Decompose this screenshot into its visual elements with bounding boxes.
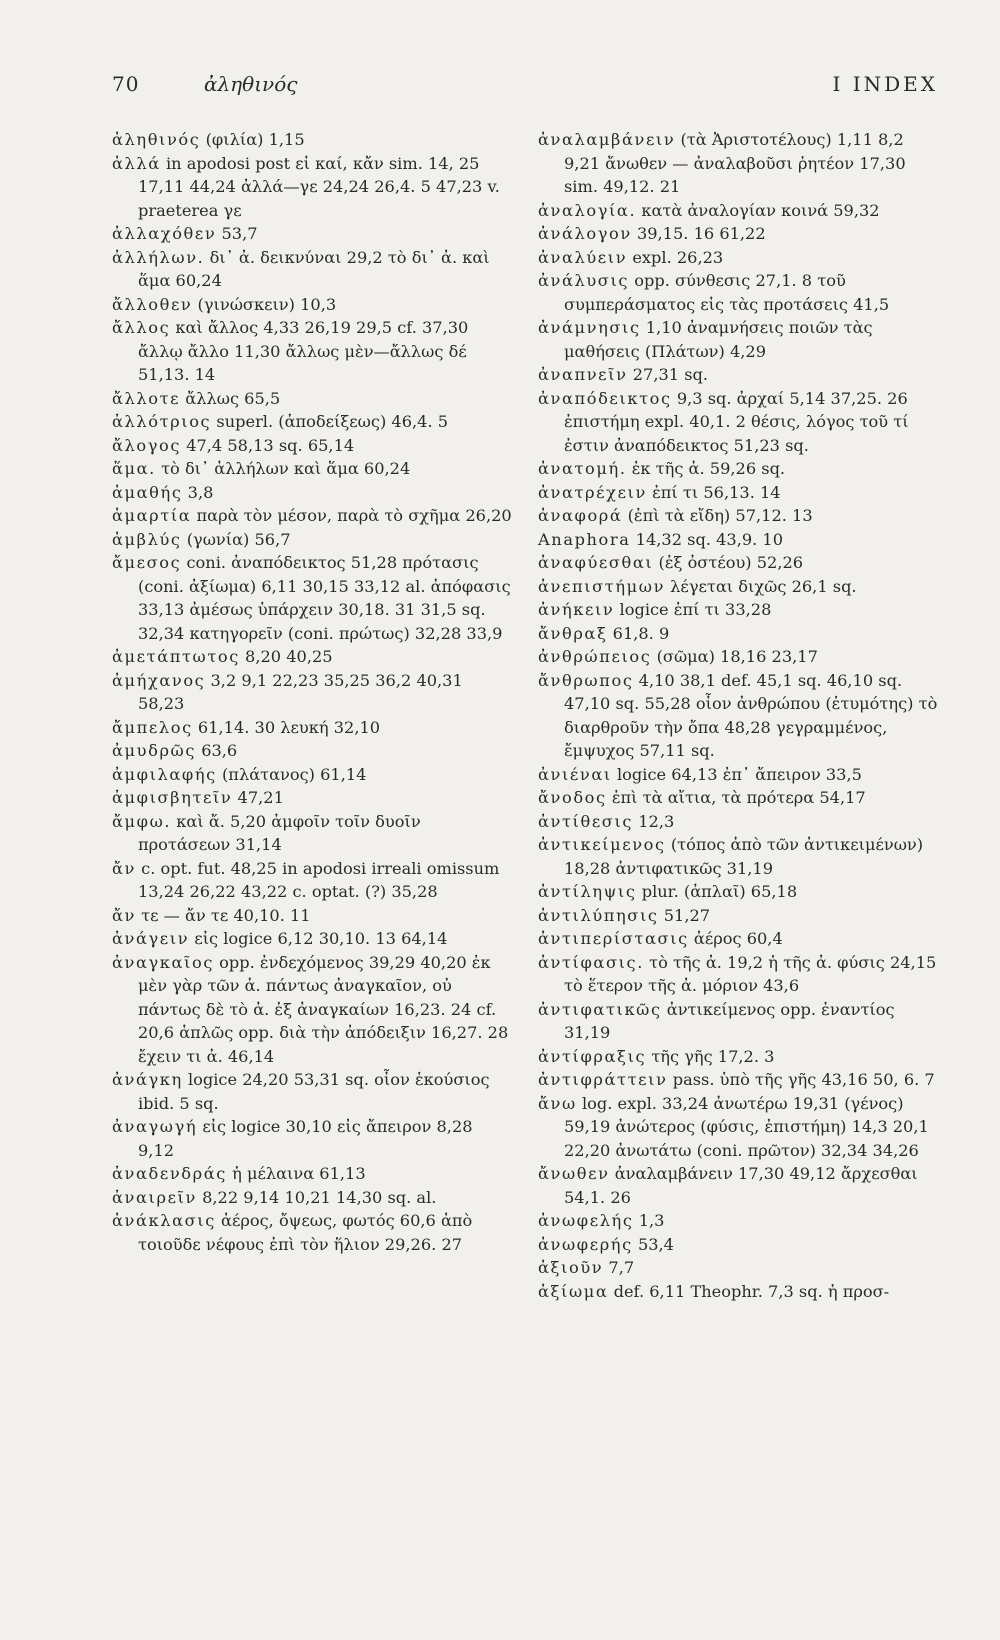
index-references: τε — ἄν τε 40,10. 11 [141, 905, 311, 925]
running-header [112, 72, 938, 112]
index-headword: ἀναγωγή [112, 1117, 198, 1136]
index-entry [112, 739, 512, 763]
index-references: superl. (ἀποδείξεως) 46,4. 5 [216, 412, 449, 431]
index-entry [538, 1045, 938, 1069]
right-column [538, 128, 938, 1303]
index-headword: ἅμα. [112, 459, 156, 478]
index-entry [112, 246, 512, 293]
index-entry [538, 246, 938, 270]
index-headword: ἄλογος [112, 435, 182, 455]
index-references: (σῶμα) 18,16 23,17 [656, 647, 818, 666]
index-headword: ἀναδενδράς [112, 1164, 227, 1183]
index-entry [538, 128, 938, 199]
index-headword: ἀναπνεῖν [538, 365, 628, 384]
index-references: (γωνία) 56,7 [186, 529, 291, 549]
index-entry [538, 387, 938, 458]
index-references: 53,4 [637, 1234, 674, 1254]
index-references: 7,7 [608, 1258, 635, 1277]
index-entry [538, 457, 938, 481]
index-headword: ἄμεσος [112, 553, 182, 572]
index-headword: ἀνατομή. [538, 459, 627, 478]
index-entry [538, 222, 938, 246]
index-headword: ἀντιπερίστασις [538, 929, 689, 948]
index-entry [538, 598, 938, 622]
index-references: 1,3 [638, 1211, 665, 1230]
index-entry [538, 575, 938, 599]
index-references: logice ἐπί τι 33,28 [619, 600, 772, 619]
index-headword: ἀξίωμα [538, 1281, 609, 1301]
index-headword: ἀνιέναι [538, 764, 612, 784]
index-entry [112, 927, 512, 951]
index-entry [538, 669, 938, 763]
index-references: εἰς logice 6,12 30,10. 13 64,14 [194, 929, 448, 948]
index-entry [112, 857, 512, 904]
index-headword: ἀνήκειν [538, 600, 615, 619]
index-entry [538, 998, 938, 1045]
index-headword: ἀναφύεσθαι [538, 553, 654, 572]
index-headword: ἀνάγειν [112, 929, 190, 948]
index-entry [538, 316, 938, 363]
index-headword: ἀμυδρῶς [112, 741, 197, 760]
index-headword: ἀναπόδεικτος [538, 388, 672, 408]
index-references: opp. σύνθεσις 27,1. 8 τοῦ συμπεράσματος εἰς τὰς προτάσεις 41,5 [564, 271, 890, 314]
index-headword: ἄλλος [112, 318, 171, 337]
index-entry [538, 763, 938, 787]
index-headword: ἄνθρωπος [538, 670, 634, 690]
index-entry [538, 1209, 938, 1233]
index-entry [112, 457, 512, 481]
index-references: 39,15. 16 61,22 [636, 224, 766, 243]
index-references: 27,31 sq. [632, 365, 709, 384]
index-headword: ἀντίληψις [538, 882, 637, 901]
index-headword: ἀντικείμενος [538, 835, 666, 854]
index-references: 47,21 [237, 788, 284, 807]
index-headword: Anaphora [538, 529, 631, 549]
index-references: opp. ἐνδεχόμενος 39,29 40,20 ἐκ μὲν γὰρ τῶν ἀ. πάντως ἀναγκαῖον, οὐ πάντως δὲ τὸ ἀ. ἐξ ἀναγκαίων 16,23. 24 cf. 20,6 ἁπλῶς opp. διὰ τὴν ἀπόδειξιν 16,27. 28 ἔχειν τι ἀ. 46,14 [138, 952, 509, 1066]
index-references: 9,3 sq. ἀρχαί 5,14 37,25. 26 ἐπιστήμη expl. 40,1. 2 θέσις, λόγος τοῦ τί ἐστιν ἀναπόδεικτος 51,23 sq. [564, 388, 909, 455]
index-entry [538, 1092, 938, 1163]
index-references: καὶ ἄλλος 4,33 26,19 29,5 cf. 37,30 ἄλλῳ ἄλλο 11,30 ἄλλως μὲν—ἄλλως δέ 51,13. 14 [138, 318, 469, 384]
index-references: 14,32 sq. 43,9. 10 [635, 529, 784, 549]
index-headword: ἄνοδος [538, 788, 607, 807]
index-entry [538, 904, 938, 928]
index-references: τῆς γῆς 17,2. 3 [651, 1046, 775, 1066]
index-headword: ἀμφισβητεῖν [112, 788, 233, 807]
index-entry [112, 528, 512, 552]
index-references: ἡ μέλαινα 61,13 [232, 1164, 366, 1183]
index-headword: ἀληθινός [112, 130, 201, 149]
index-references: ἐπί τι 56,13. 14 [652, 482, 781, 502]
index-headword: ἀλλήλων. [112, 247, 205, 267]
index-headword: ἄν [112, 858, 136, 878]
index-headword: ἀντιφράττειν [538, 1070, 668, 1089]
index-references: εἰς logice 30,10 εἰς ἄπειρον 8,28 9,12 [138, 1117, 473, 1160]
index-references: plur. (ἁπλαῖ) 65,18 [641, 882, 798, 901]
index-headword: ἄμφω. [112, 811, 172, 831]
index-entry [538, 528, 938, 552]
index-references: (πλάτανος) 61,14 [221, 764, 367, 784]
index-references: 63,6 [201, 741, 238, 760]
index-entry [112, 763, 512, 787]
index-headword: ἀναλαμβάνειν [538, 130, 676, 149]
index-entry [112, 222, 512, 246]
index-entry [112, 504, 512, 528]
index-references: 8,20 40,25 [245, 647, 333, 666]
index-headword: ἀναφορά [538, 506, 623, 525]
index-headword: ἀντίφραξις [538, 1046, 647, 1066]
index-entry [112, 1186, 512, 1210]
index-entry [112, 293, 512, 317]
index-references: ἀέρος, ὄψεως, φωτός 60,6 ἀπὸ τοιοῦδε νέφους ἐπὶ τὸν ἥλιον 29,26. 27 [138, 1211, 473, 1254]
index-references: 12,3 [638, 811, 675, 831]
index-references: (ἐπὶ τὰ εἴδη) 57,12. 13 [627, 506, 813, 525]
index-entry [112, 316, 512, 387]
index-headword: ἀνατρέχειν [538, 482, 647, 502]
index-references: κατὰ ἀναλογίαν κοινά 59,32 [641, 200, 880, 220]
index-headword: ἄνθραξ [538, 623, 608, 643]
page-number: 70 [112, 72, 140, 96]
index-headword: ἀμετάπτωτος [112, 647, 240, 666]
index-headword: ἀνάμνησις [538, 318, 641, 337]
index-headword: ἀλλότριος [112, 412, 212, 431]
index-references: ἀναλαμβάνειν 17,30 49,12 ἄρχεσθαι 54,1. 26 [564, 1164, 918, 1207]
index-references: 53,7 [221, 224, 258, 243]
index-references: def. 6,11 Theophr. 7,3 sq. ἡ προσ- [613, 1281, 890, 1301]
index-entry [112, 128, 512, 152]
index-entry [112, 1068, 512, 1115]
index-entry [112, 904, 512, 928]
index-entry [538, 504, 938, 528]
index-headword: ἀντιλύπησις [538, 905, 659, 925]
index-references: 3,2 9,1 22,23 35,25 36,2 40,31 58,23 [138, 670, 463, 713]
index-entry [538, 786, 938, 810]
index-entry [112, 551, 512, 645]
index-headword: ἀξιοῦν [538, 1258, 604, 1277]
index-entry [112, 645, 512, 669]
index-headword: ἄν [112, 905, 136, 925]
index-entry [538, 622, 938, 646]
index-entry [112, 410, 512, 434]
index-entry [538, 199, 938, 223]
index-references: (τὰ Ἀριστοτέλους) 1,11 8,2 9,21 ἄνωθεν — ἀναλαβοῦσι ῥητέον 17,30 sim. 49,12. 21 [564, 130, 906, 196]
index-headword: ἀλλαχόθεν [112, 224, 217, 243]
index-references: 3,8 [187, 482, 214, 502]
index-entry [112, 810, 512, 857]
index-entry [538, 269, 938, 316]
index-references: (φιλία) 1,15 [205, 130, 305, 149]
index-references: (ἐξ ὀστέου) 52,26 [658, 553, 804, 572]
index-entry [112, 1162, 512, 1186]
index-headword: ἄλλοθεν [112, 294, 193, 314]
index-entry [538, 551, 938, 575]
index-headword: ἀνθρώπειος [538, 647, 652, 666]
index-entry [538, 951, 938, 998]
index-references: παρὰ τὸν μέσον, παρὰ τὸ σχῆμα 26,20 [196, 506, 512, 525]
index-headword: ἀνάλογον [538, 224, 632, 243]
index-references: logice 64,13 ἐπ᾽ ἄπειρον 33,5 [616, 764, 862, 784]
index-headword: ἀναιρεῖν [112, 1187, 197, 1207]
index-references: c. opt. fut. 48,25 in apodosi irreali omissum 13,24 26,22 43,22 c. optat. (?) 35,28 [138, 858, 500, 901]
index-entry [538, 1162, 938, 1209]
index-references: τὸ δι᾽ ἀλλήλων καὶ ἅμα 60,24 [161, 459, 411, 478]
index-headword: ἀναγκαῖος [112, 952, 214, 972]
index-entry [538, 645, 938, 669]
index-entry [112, 481, 512, 505]
index-entry [112, 387, 512, 411]
index-headword: ἀναλύειν [538, 247, 628, 267]
index-headword: ἀντίφασις. [538, 952, 644, 972]
index-references: 4,10 38,1 def. 45,1 sq. 46,10 sq. 47,10 sq. 55,28 οἷον ἀνθρώπου (ἐτυμότης) τὸ διαρθροῦν τὴν ὄπα 48,28 γεγραμμένος, ἔμψυχος 57,11 sq. [564, 670, 938, 760]
index-references: log. expl. 33,24 ἀνωτέρω 19,31 (γένος) 59,19 ἀνώτερος (φύσις, ἐπιστήμη) 14,3 20,1 22,20 ἀνωτάτω (coni. πρῶτον) 32,34 34,26 [564, 1093, 929, 1160]
index-references: in apodosi post εἰ καί, κἄν sim. 14, 25 17,11 44,24 ἀλλά—γε 24,24 26,4. 5 47,23 v. praeterea γε [138, 153, 500, 220]
index-references: (τόπος ἀπὸ τῶν ἀντικειμένων) 18,28 ἀντιφατικῶς 31,19 [564, 835, 924, 878]
section-title: I INDEX [832, 72, 938, 96]
index-references: 1,10 ἀναμνήσεις ποιῶν τὰς μαθήσεις (Πλάτων) 4,29 [564, 318, 873, 361]
index-headword: ἀνάλυσις [538, 271, 630, 290]
index-entry [538, 833, 938, 880]
index-headword: ἀμβλύς [112, 529, 182, 549]
index-references: λέγεται διχῶς 26,1 sq. [670, 576, 857, 596]
index-references: logice 24,20 53,31 sq. οἷον ἑκούσιος ibid. 5 sq. [138, 1070, 490, 1113]
index-references: ἐπὶ τὰ αἴτια, τὰ πρότερα 54,17 [611, 788, 866, 807]
index-headword: ἄνωθεν [538, 1164, 610, 1183]
running-word: ἀληθινός [204, 72, 298, 96]
index-references: δι᾽ ἀ. δεικνύναι 29,2 τὸ δι᾽ ἀ. καὶ ἅμα 60,24 [138, 247, 490, 290]
index-entry [112, 1115, 512, 1162]
index-references: 61,8. 9 [612, 623, 670, 643]
index-references: ἐκ τῆς ἀ. 59,26 sq. [631, 459, 786, 478]
index-headword: ἀνάκλασις [112, 1211, 216, 1230]
index-headword: ἀνεπιστήμων [538, 576, 666, 596]
index-entry [112, 951, 512, 1069]
index-headword: ἀμήχανος [112, 670, 206, 690]
index-entry [112, 152, 512, 223]
index-references: 47,4 58,13 sq. 65,14 [186, 435, 355, 455]
index-references: καὶ ἄ. 5,20 ἀμφοῖν τοῖν δυοῖν προτάσεων 31,14 [138, 811, 421, 854]
index-entry [112, 1209, 512, 1256]
index-entry [538, 481, 938, 505]
index-references: expl. 26,23 [632, 247, 724, 267]
index-entry [538, 1280, 938, 1304]
index-headword: ἀλλά [112, 153, 161, 173]
index-headword: ἀνωφερής [538, 1234, 633, 1254]
index-entry [538, 810, 938, 834]
index-headword: ἀντίθεσις [538, 811, 634, 831]
index-headword: ἁμαρτία [112, 506, 192, 525]
index-entry [112, 669, 512, 716]
index-headword: ἀμαθής [112, 482, 183, 502]
index-entry [538, 363, 938, 387]
index-entry [112, 716, 512, 740]
index-references: τὸ τῆς ἀ. 19,2 ἡ τῆς ἀ. φύσις 24,15 τὸ ἕτερον τῆς ἀ. μόριον 43,6 [564, 952, 937, 995]
index-headword: ἄμπελος [112, 717, 193, 737]
index-headword: ἄνω [538, 1093, 577, 1113]
index-headword: ἀντιφατικῶς [538, 999, 662, 1019]
index-references: ἄλλως 65,5 [185, 388, 281, 408]
index-references: 51,27 [663, 905, 711, 925]
index-references: coni. ἀναπόδεικτος 51,28 πρότασις (coni. ἀξίωμα) 6,11 30,15 33,12 al. ἀπόφασις 33,13 ἀμέσως ὑπάρχειν 30,18. 31 31,5 sq. 32,34 κατηγορεῖν (coni. πρώτως) 32,28 33,9 [138, 553, 511, 643]
index-headword: ἀνωφελής [538, 1211, 634, 1230]
index-headword: ἄλλοτε [112, 388, 181, 408]
index-entry [538, 1233, 938, 1257]
index-entry [112, 786, 512, 810]
index-references: pass. ὑπὸ τῆς γῆς 43,16 50, 6. 7 [672, 1070, 935, 1089]
index-entry [538, 880, 938, 904]
left-column [112, 128, 512, 1256]
index-entry [112, 434, 512, 458]
index-entry [538, 927, 938, 951]
index-entry [538, 1256, 938, 1280]
index-entry [538, 1068, 938, 1092]
index-headword: ἀνάγκη [112, 1070, 183, 1089]
index-references: 61,14. 30 λευκή 32,10 [197, 717, 381, 737]
index-references: ἀντικείμενος opp. ἐναντίος 31,19 [564, 999, 895, 1042]
index-references: (γινώσκειν) 10,3 [197, 294, 337, 314]
index-references: ἀέρος 60,4 [693, 929, 783, 948]
index-headword: ἀμφιλαφής [112, 764, 217, 784]
index-headword: ἀναλογία. [538, 200, 637, 220]
index-references: 8,22 9,14 10,21 14,30 sq. al. [202, 1187, 437, 1207]
